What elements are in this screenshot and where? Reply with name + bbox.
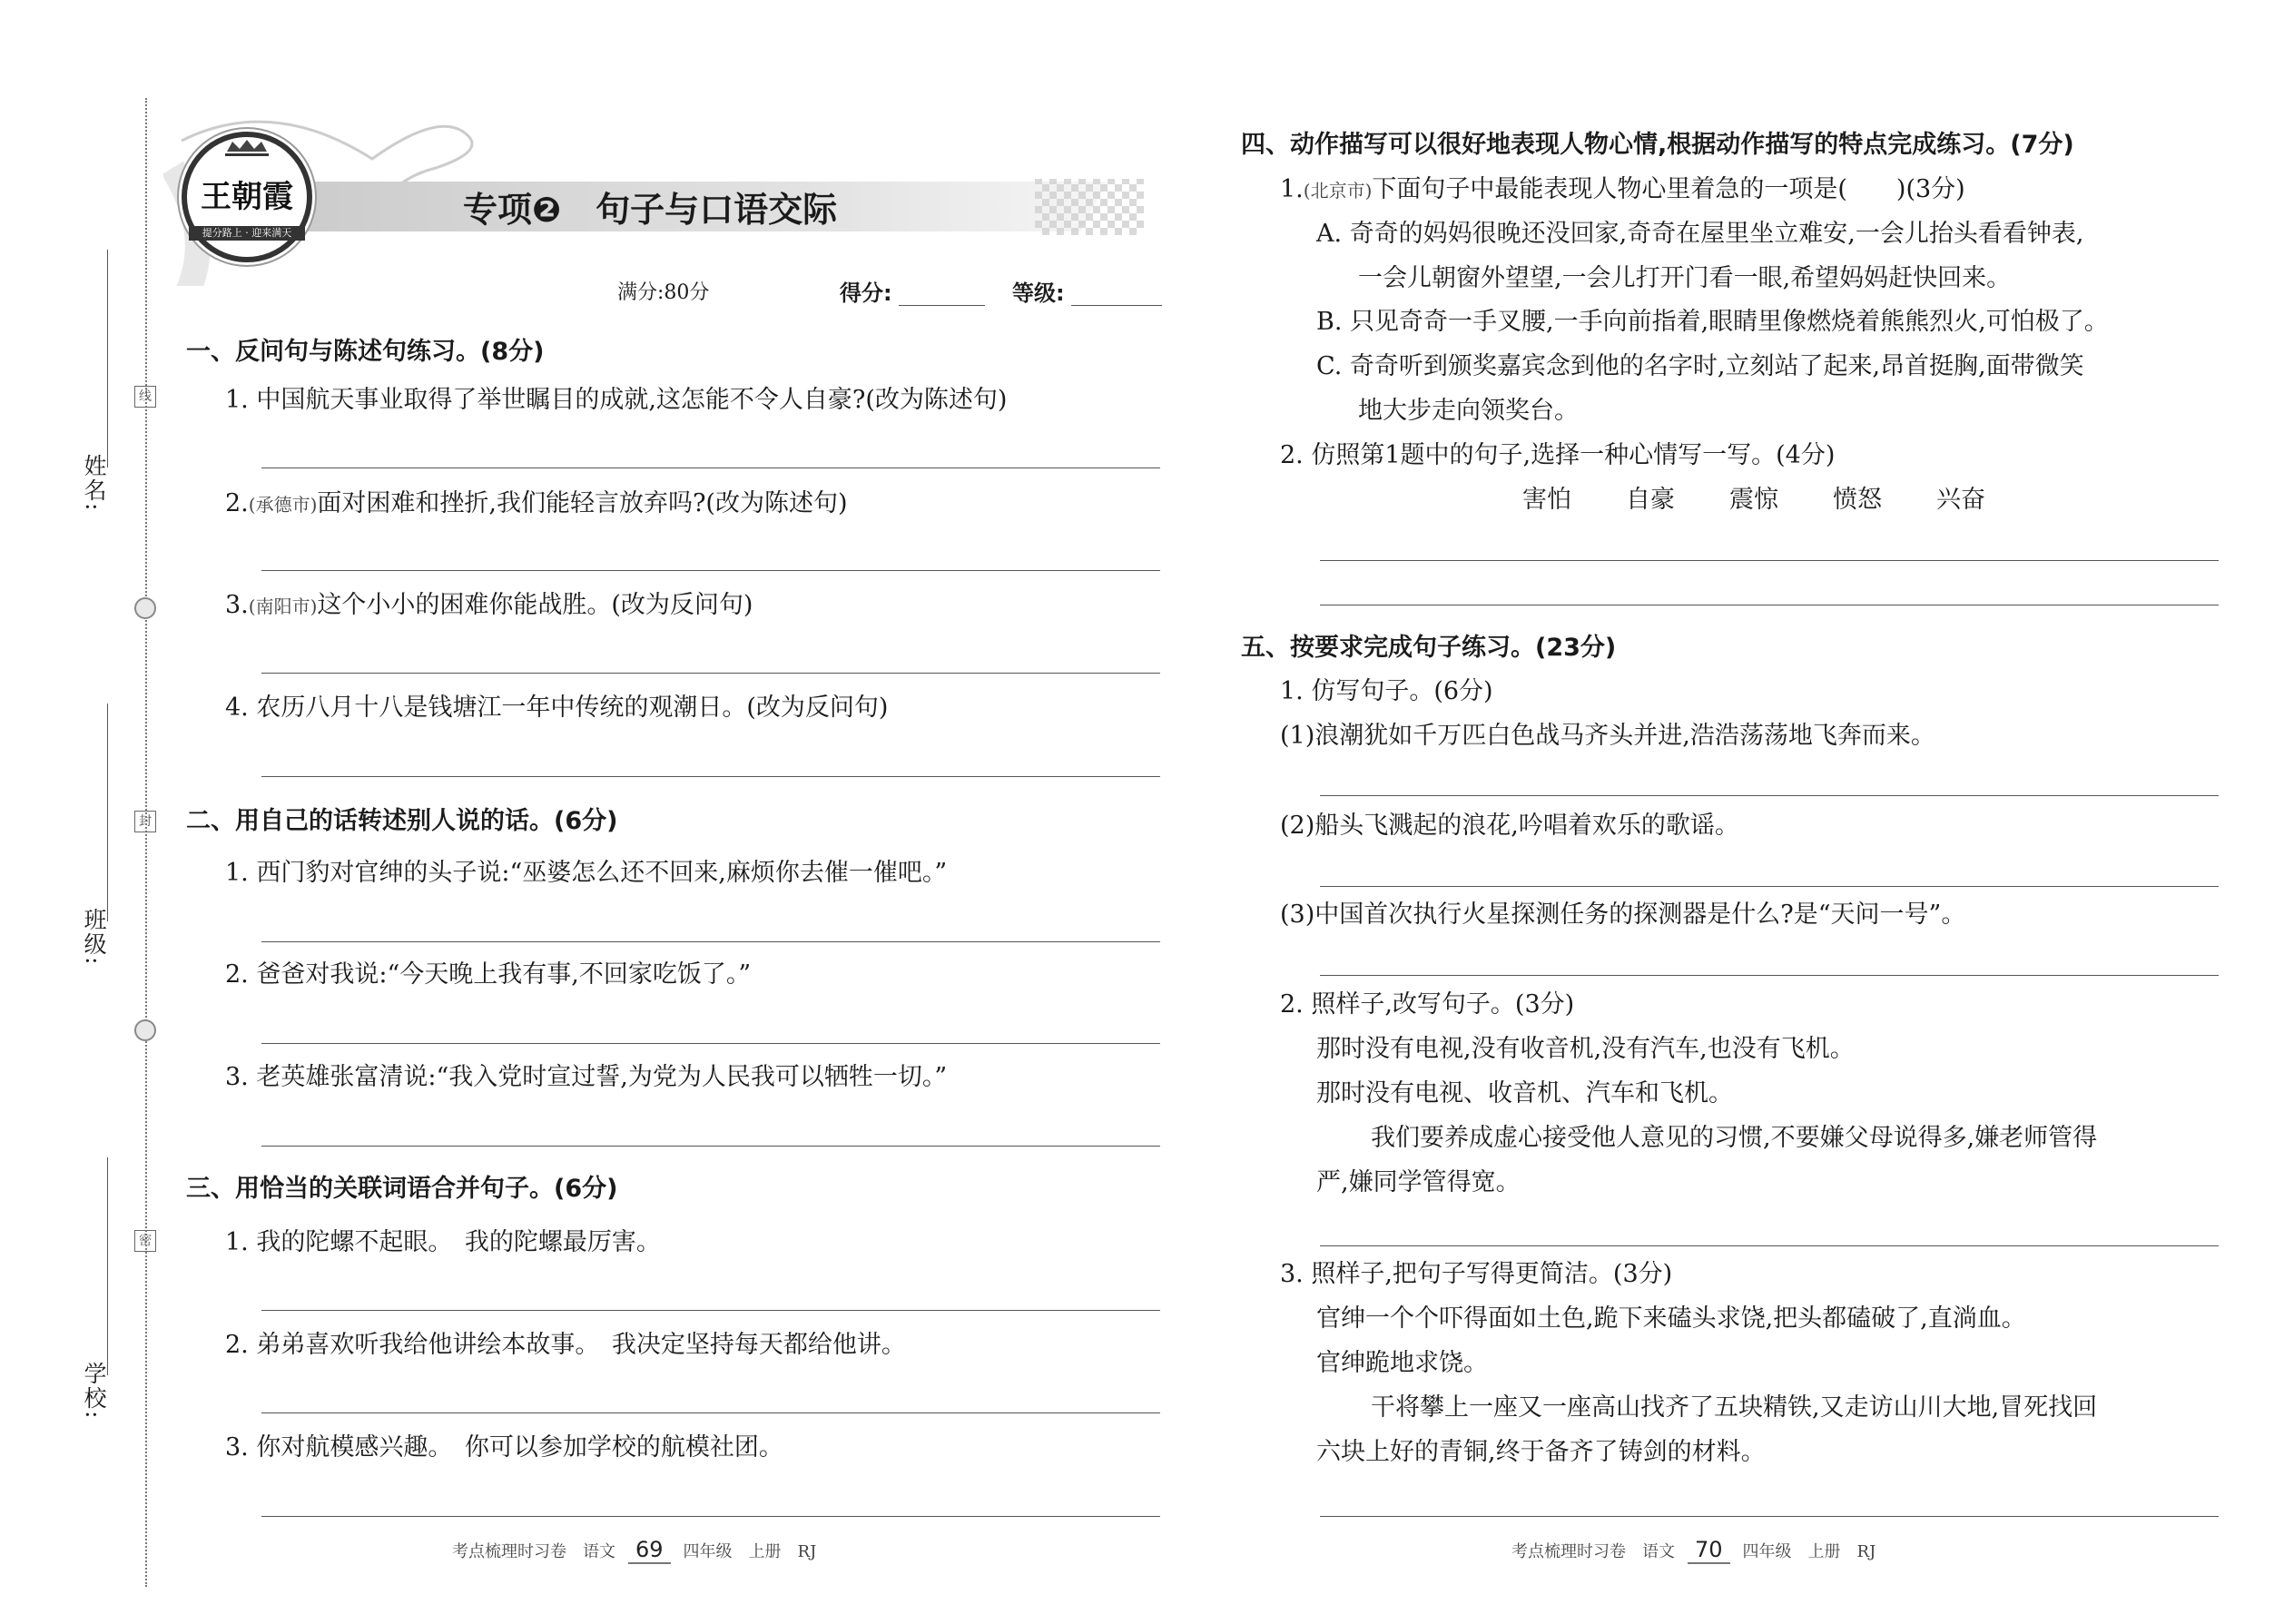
answer-line[interactable] xyxy=(1320,795,2219,796)
answer-line[interactable] xyxy=(1320,1245,2219,1246)
answer-line[interactable] xyxy=(261,776,1160,777)
answer-line[interactable] xyxy=(261,570,1160,571)
question-text: 2. 弟弟喜欢听我给他讲绘本故事。 我决定坚持每天都给他讲。 xyxy=(225,1331,906,1359)
question-text: 1. 仿写句子。(6分) xyxy=(1280,677,1493,705)
answer-line[interactable] xyxy=(261,1412,1160,1413)
section-heading: 五、按要求完成句子练习。(23分) xyxy=(1241,634,1617,662)
answer-line[interactable] xyxy=(261,673,1160,674)
question-text: 3. 老英雄张富清说:“我入党时宣过誓,为党为人民我可以牺牲一切。” xyxy=(225,1063,948,1091)
mood-word: 兴奋 xyxy=(1936,486,1985,514)
example-text: 官绅跪地求饶。 xyxy=(1316,1349,1488,1377)
question-number: 1. xyxy=(1280,175,1304,203)
question-text: 2. 照样子,改写句子。(3分) xyxy=(1280,990,1575,1019)
sub-question: (1)浪潮犹如千万匹白色战马齐头并进,浩浩荡荡地飞奔而来。 xyxy=(1280,722,1935,750)
footer-grade: 四年级 上册 RJ xyxy=(1742,1542,1876,1561)
example-text: 官绅一个个吓得面如土色,跪下来磕头求饶,把头都磕破了,直淌血。 xyxy=(1316,1304,2026,1333)
question-text: 3. 你对航模感兴趣。 你可以参加学校的航模社团。 xyxy=(225,1433,783,1462)
title-banner xyxy=(163,104,1162,286)
question-body: 面对困难和挫折,我们能轻言放弃吗?(改为陈述句) xyxy=(317,489,848,517)
answer-line[interactable] xyxy=(1320,560,2219,561)
name-label: 姓名: xyxy=(81,454,107,513)
seal-mark-feng: 封 xyxy=(134,811,156,832)
mood-options xyxy=(1522,485,1985,516)
name-write-line xyxy=(107,250,108,468)
sub-question: (2)船头飞溅起的浪花,吟唱着欢乐的歌谣。 xyxy=(1280,812,1739,840)
question-text xyxy=(1280,174,1965,206)
class-write-line xyxy=(107,704,108,921)
binding-ring-icon xyxy=(134,597,156,619)
question-body: 下面句子中最能表现人物心里着急的一项是( )(3分) xyxy=(1372,175,1965,203)
mood-word: 自豪 xyxy=(1626,486,1675,514)
question-text: 3. 照样子,把句子写得更简洁。(3分) xyxy=(1280,1260,1673,1288)
full-score: 满分:80分 xyxy=(617,281,710,304)
footer-series: 考点梳理时习卷 语文 xyxy=(452,1542,615,1561)
binding-margin xyxy=(0,0,159,1624)
option-a-continued: 一会儿朝窗外望望,一会儿打开门看一眼,希望妈妈赶快回来。 xyxy=(1358,264,2012,292)
question-source: (承德市) xyxy=(248,494,318,516)
question-text: 4. 农历八月十八是钱塘江一年中传统的观潮日。(改为反问句) xyxy=(225,694,889,722)
answer-line[interactable] xyxy=(1320,975,2219,976)
logo-ribbon: 提分路上 · 迎来满天 xyxy=(189,226,305,241)
question-body: 这个小小的困难你能战胜。(改为反问句) xyxy=(317,591,753,619)
crown-icon xyxy=(225,139,269,156)
grade-label: 等级: xyxy=(1012,281,1065,306)
page-number: 69 xyxy=(628,1537,671,1564)
answer-line[interactable] xyxy=(261,1043,1160,1044)
score-input[interactable] xyxy=(899,305,985,306)
question-text: 2. 爸爸对我说:“今天晚上我有事,不回家吃饭了。” xyxy=(225,960,752,989)
page-number: 70 xyxy=(1688,1537,1730,1564)
question-number: 3. xyxy=(225,591,249,619)
dotted-binding-line xyxy=(145,98,147,1587)
page-title: 专项❷ 句子与口语交际 xyxy=(463,190,838,230)
footer-right xyxy=(1511,1537,1876,1564)
option-b[interactable]: B. 只见奇奇一手叉腰,一手向前指着,眼睛里像燃烧着熊熊烈火,可怕极了。 xyxy=(1316,308,2109,336)
exercise-text: 我们要养成虚心接受他人意见的习惯,不要嫌父母说得多,嫌老师管得 xyxy=(1371,1124,2098,1152)
option-a[interactable]: A. 奇奇的妈妈很晚还没回家,奇奇在屋里坐立难安,一会儿抬头看看钟表, xyxy=(1316,220,2084,248)
option-c-continued: 地大步走向领奖台。 xyxy=(1358,397,1579,425)
footer-series: 考点梳理时习卷 语文 xyxy=(1511,1542,1675,1561)
score-label: 得分: xyxy=(840,281,892,306)
example-text: 那时没有电视,没有收音机,没有汽车,也没有飞机。 xyxy=(1316,1035,1855,1063)
mood-word: 愤怒 xyxy=(1833,486,1882,514)
answer-line[interactable] xyxy=(261,1516,1160,1517)
question-source: (北京市) xyxy=(1303,180,1373,202)
question-text xyxy=(225,590,753,622)
answer-line[interactable] xyxy=(261,1310,1160,1311)
binding-ring-icon xyxy=(134,1019,156,1041)
footer-left xyxy=(452,1537,816,1564)
section-heading: 二、用自己的话转述别人说的话。(6分) xyxy=(186,807,618,835)
example-text: 那时没有电视、收音机、汽车和飞机。 xyxy=(1316,1079,1733,1107)
exercise-text: 六块上好的青铜,终于备齐了铸剑的材料。 xyxy=(1316,1438,1766,1466)
question-text: 1. 中国航天事业取得了举世瞩目的成就,这怎能不令人自豪?(改为陈述句) xyxy=(225,386,1008,414)
answer-line[interactable] xyxy=(261,941,1160,942)
footer-grade: 四年级 上册 RJ xyxy=(683,1542,817,1561)
school-write-line xyxy=(107,1157,108,1375)
answer-line[interactable] xyxy=(1320,1516,2219,1517)
option-c[interactable]: C. 奇奇听到颁奖嘉宾念到他的名字时,立刻站了起来,昂首挺胸,面带微笑 xyxy=(1316,352,2084,380)
mood-word: 震惊 xyxy=(1729,486,1778,514)
seal-mark-mi: 密 xyxy=(134,1230,156,1252)
question-source: (南阳市) xyxy=(248,595,318,617)
brand-logo xyxy=(182,132,312,262)
logo-text: 王朝霞 xyxy=(201,179,293,215)
grade-input[interactable] xyxy=(1071,305,1162,306)
question-number: 2. xyxy=(225,489,249,517)
school-label: 学校: xyxy=(81,1362,107,1421)
question-text xyxy=(225,488,848,520)
question-text: 1. 西门豹对官绅的头子说:“巫婆怎么还不回来,麻烦你去催一催吧。” xyxy=(225,859,948,887)
section-heading: 一、反问句与陈述句练习。(8分) xyxy=(186,338,545,366)
class-label: 班级: xyxy=(81,908,107,967)
sub-question: (3)中国首次执行火星探测任务的探测器是什么?是“天问一号”。 xyxy=(1280,901,1966,929)
seal-mark-xian: 线 xyxy=(134,386,156,408)
question-text: 2. 仿照第1题中的句子,选择一种心情写一写。(4分) xyxy=(1280,441,1836,469)
answer-line[interactable] xyxy=(261,1146,1160,1147)
section-heading: 三、用恰当的关联词语合并句子。(6分) xyxy=(186,1175,618,1203)
answer-line[interactable] xyxy=(1320,886,2219,887)
exercise-text: 干将攀上一座又一座高山找齐了五块精铁,又走访山川大地,冒死找回 xyxy=(1371,1393,2098,1422)
question-text: 1. 我的陀螺不起眼。 我的陀螺最厉害。 xyxy=(225,1228,661,1256)
mood-word: 害怕 xyxy=(1522,486,1571,514)
exercise-text: 严,嫌同学管得宽。 xyxy=(1316,1168,1521,1196)
section-heading: 四、动作描写可以很好地表现人物心情,根据动作描写的特点完成练习。(7分) xyxy=(1241,131,2074,159)
